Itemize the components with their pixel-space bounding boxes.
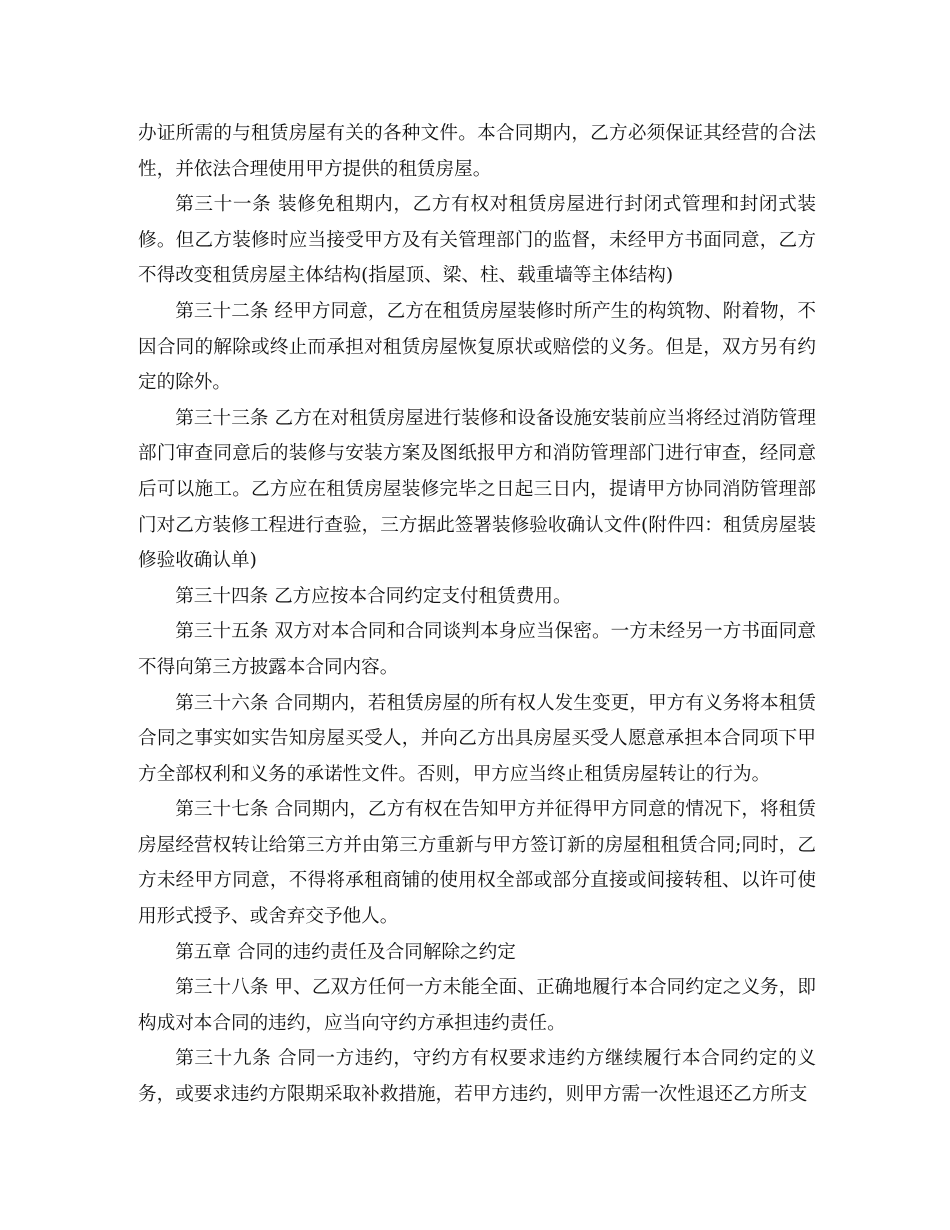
paragraph-article-39: 第三十九条 合同一方违约，守约方有权要求违约方继续履行本合同约定的义务，或要求违约方限期采取补救措施，若甲方违约，则甲方需一次性退还乙方所支: [138, 1048, 816, 1106]
paragraph-article-37: 第三十七条 合同期内，乙方有权在告知甲方并征得甲方同意的情况下，将租赁房屋经营权转让给第三方并由第三方重新与甲方签订新的房屋租租赁合同;同时，乙方未经甲方同意，不得将承租商铺的使用权全部或部分直接或间接转租、以许可使用形式授予、或舍弃交予他人。: [138, 799, 816, 928]
paragraph-article-31: 第三十一条 装修免租期内，乙方有权对租赁房屋进行封闭式管理和封闭式装修。但乙方装修时应当接受甲方及有关管理部门的监督，未经甲方书面同意，乙方不得改变租赁房屋主体结构(指屋顶、梁、柱、载重墙等主体结构): [138, 194, 816, 287]
paragraph-article-33: 第三十三条 乙方在对租赁房屋进行装修和设备设施安装前应当将经过消防管理部门审查同意后的装修与安装方案及图纸报甲方和消防管理部门进行审查，经同意后可以施工。乙方应在租赁房屋装修完毕之日起三日内，提请甲方协同消防管理部门对乙方装修工程进行查验，三方据此签署装修验收确认文件(附件四：租赁房屋装修验收确认单): [138, 407, 816, 572]
document-body: [138, 116, 816, 1113]
paragraph-article-34: 第三十四条 乙方应按本合同约定支付租赁费用。: [175, 585, 572, 607]
paragraph-article-36: 第三十六条 合同期内，若租赁房屋的所有权人发生变更，甲方有义务将本租赁合同之事实如实告知房屋买受人，并向乙方出具房屋买受人愿意承担本合同项下甲方全部权利和义务的承诺性文件。否则，甲方应当终止租赁房屋转让的行为。: [138, 692, 816, 785]
paragraph-article-35: 第三十五条 双方对本合同和合同谈判本身应当保密。一方未经另一方书面同意不得向第三方披露本合同内容。: [138, 621, 816, 678]
paragraph-article-32: 第三十二条 经甲方同意，乙方在租赁房屋装修时所产生的构筑物、附着物，不因合同的解除或终止而承担对租赁房屋恢复原状或赔偿的义务。但是，双方另有约定的除外。: [138, 300, 816, 394]
paragraph-article-38: 第三十八条 甲、乙双方任何一方未能全面、正确地履行本合同约定之义务，即构成对本合同的违约，应当向守约方承担违约责任。: [138, 977, 816, 1034]
chapter-heading: 第五章 合同的违约责任及合同解除之约定: [175, 941, 516, 963]
paragraph-continued: 办证所需的与租赁房屋有关的各种文件。本合同期内，乙方必须保证其经营的合法性，并依法合理使用甲方提供的租赁房屋。: [138, 123, 816, 180]
